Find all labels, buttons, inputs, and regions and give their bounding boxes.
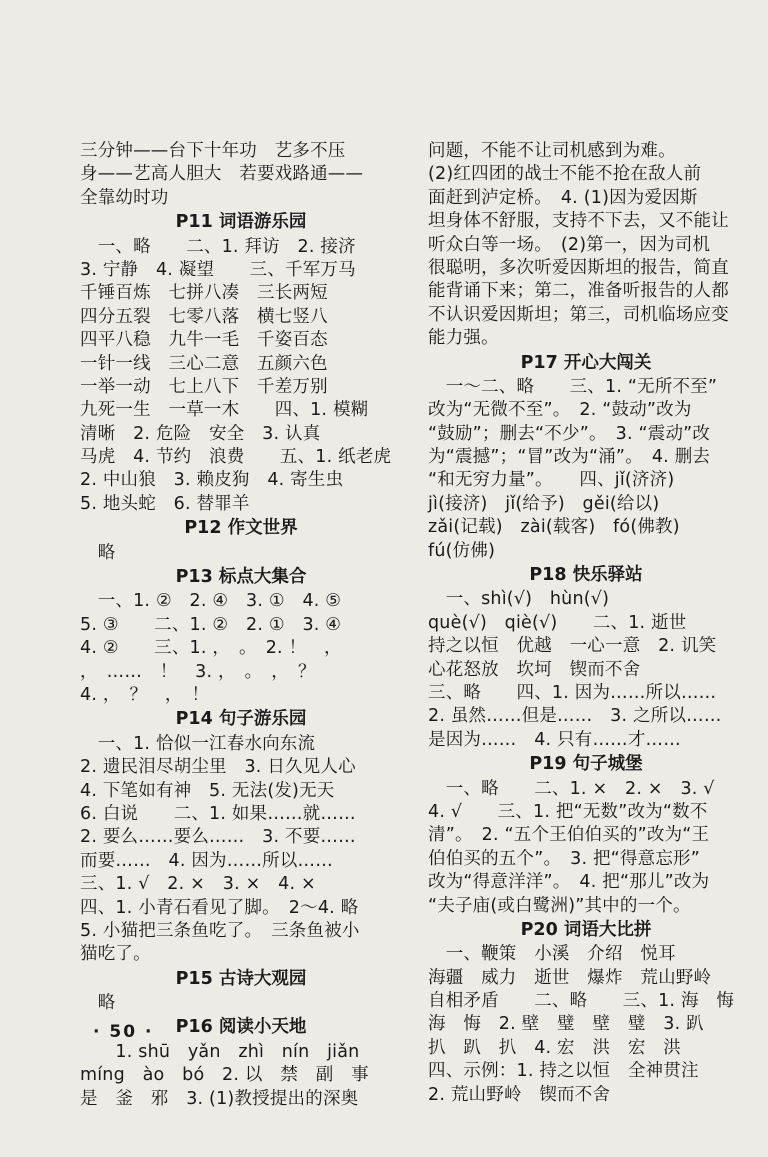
text-line: 身——艺高人胆大 若要戏路通——	[80, 164, 364, 185]
section-heading: P15 古诗大观园	[175, 968, 307, 989]
text-line: 一针一线 三心二意 五颜六色	[80, 353, 328, 374]
text-line: 一、略 二、1. × 2. × 3. √	[428, 778, 715, 799]
text-line: jì(接济) jǐ(给予) gěi(给以)	[428, 493, 660, 514]
text-line: ， …… ！ 3. ， 。 ， ？	[80, 661, 316, 682]
text-line: 海 悔 2. 壁 璧 壁 璧 3. 趴	[428, 1014, 704, 1035]
text-line: 猫吃了。	[80, 944, 151, 965]
text-line: 坦身体不舒服，支持不下去，又不能让	[428, 211, 729, 232]
text-line: 四、示例：1. 持之以恒 全神贯注	[428, 1061, 699, 1082]
text-line: 4. √ 三、1. 把“无数”改为“数不	[428, 801, 708, 822]
text-line: 5. 小猫把三条鱼吃了。 三条鱼被小	[80, 920, 360, 941]
text-line: “和无穷力量”。 四、jǐ(济济)	[428, 470, 675, 491]
text-line: 2. 虽然……但是…… 3. 之所以……	[428, 706, 722, 727]
text-line: 全靠幼时功	[80, 187, 169, 208]
text-line: 2. 要么……要么…… 3. 不要……	[80, 827, 356, 848]
text-line: 一、1. 恰似一江春水向东流	[80, 733, 316, 754]
text-line: 四平八稳 九牛一毛 千姿百态	[80, 330, 328, 351]
text-line: 4. 下笔如有神 5. 无法(发)无天	[80, 780, 335, 801]
text-line: 能力强。	[428, 328, 499, 349]
text-line: 略	[80, 993, 116, 1014]
text-line: 自相矛盾 二、略 三、1. 海 悔	[428, 991, 735, 1012]
text-line: 4. ， ？ ， ！	[80, 684, 210, 705]
section-heading: P19 句子城堡	[529, 754, 643, 775]
text-line: 一举一动 七上八下 千差万别	[80, 376, 328, 397]
text-line: 1. shū yǎn zhì nín jiǎn	[80, 1041, 360, 1062]
text-line: 4. ② 三、1. ， 。 2. ！ ，	[80, 638, 342, 659]
text-line: 一、略 二、1. 拜访 2. 接济	[80, 236, 356, 257]
text-line: 伯伯买的五个”。 3. 把“得意忘形”	[428, 848, 701, 869]
text-line: 三、略 四、1. 因为……所以……	[428, 682, 717, 703]
text-line: 三、1. √ 2. × 3. × 4. ×	[80, 874, 316, 895]
text-line: “夫子庙(或白鹭洲)”其中的一个。	[428, 895, 691, 916]
text-line: 为“震撼”；“冒”改为“涌”。 4. 删去	[428, 447, 711, 468]
text-line: 四、1. 小青石看见了脚。 2～4. 略	[80, 897, 359, 918]
text-line: 一～二、略 三、1. “无所不至”	[428, 376, 718, 397]
text-line: 是 釜 邪 3. (1)教授提出的深奥	[80, 1088, 359, 1109]
section-heading: P18 快乐驿站	[529, 565, 643, 586]
text-line: 清晰 2. 危险 安全 3. 认真	[80, 423, 321, 444]
text-line: 改为“无微不至”。 2. “鼓动”改为	[428, 400, 692, 421]
text-line: (2)红四团的战士不能不抢在敌人前	[428, 164, 702, 185]
text-line: 2. 中山狼 3. 赖皮狗 4. 寄生虫	[80, 470, 344, 491]
text-line: 很聪明，多次听爱因斯坦的报告，简直	[428, 257, 729, 278]
text-line: “鼓励”；删去“不少”。 3. “震动”改	[428, 423, 711, 444]
section-heading: P17 开心大闯关	[520, 352, 652, 373]
section-heading: P13 标点大集合	[175, 567, 307, 588]
text-line: 清”。 2. “五个王伯伯买的”改为“王	[428, 825, 710, 846]
text-line: 2. 荒山野岭 锲而不舍	[428, 1084, 611, 1105]
text-line: 九死一生 一草一木 四、1. 模糊	[80, 400, 369, 421]
text-line: 2. 遗民泪尽胡尘里 3. 日久见人心	[80, 757, 356, 778]
left-column	[80, 140, 402, 1111]
section-heading: P16 阅读小天地	[175, 1017, 307, 1038]
section-heading: P20 词语大比拼	[520, 919, 652, 940]
text-line: 3. 宁静 4. 凝望 三、千军万马	[80, 259, 356, 280]
section-heading: P14 句子游乐园	[175, 709, 307, 730]
text-line: 心花怒放 坎坷 锲而不舍	[428, 659, 641, 680]
text-line: 一、鞭策 小溪 介绍 悦耳	[428, 944, 676, 965]
text-line: què(√) qiè(√) 二、1. 逝世	[428, 612, 687, 633]
text-line: 面赶到泸定桥。 4. (1)因为爱因斯	[428, 187, 698, 208]
text-line: 改为“得意洋洋”。 4. 把“那儿”改为	[428, 872, 710, 893]
text-line: 马虎 4. 节约 浪费 五、1. 纸老虎	[80, 447, 392, 468]
text-line: míng ào bó 2. 以 禁 副 事	[80, 1065, 369, 1086]
text-line: 一、1. ② 2. ④ 3. ① 4. ⑤	[80, 591, 342, 612]
text-line: 三分钟——台下十年功 艺多不压	[80, 141, 346, 161]
page-number: · 50 ·	[93, 1022, 154, 1042]
text-line: 而要…… 4. 因为……所以……	[80, 850, 333, 871]
text-line: 问题，不能不让司机感到为难。	[428, 141, 676, 161]
text-line: 是因为…… 4. 只有……才……	[428, 729, 681, 750]
section-heading: P11 词语游乐园	[175, 212, 307, 233]
text-line: 5. 地头蛇 6. 替罪羊	[80, 493, 250, 514]
section-heading: P12 作文世界	[184, 518, 298, 539]
text-line: 一、shì(√) hùn(√)	[428, 589, 610, 610]
text-line: 千锤百炼 七拼八凑 三长两短	[80, 283, 328, 304]
text-line: 扒 趴 扒 4. 宏 洪 宏 洪	[428, 1037, 681, 1058]
text-line: zǎi(记载) zài(载客) fó(佛教)	[428, 517, 680, 538]
text-line: 持之以恒 优越 一心一意 2. 讥笑	[428, 636, 717, 657]
text-line: 四分五裂 七零八落 横七竖八	[80, 306, 328, 327]
right-column	[428, 140, 744, 1107]
text-line: 海疆 威力 逝世 爆炸 荒山野岭	[428, 967, 712, 988]
text-line: fú(仿佛)	[428, 540, 496, 561]
text-line: 听众白等一场。 (2)第一，因为司机	[428, 234, 711, 255]
text-line: 5. ③ 二、1. ② 2. ① 3. ④	[80, 614, 342, 635]
text-line: 略	[80, 542, 116, 563]
text-line: 6. 白说 二、1. 如果……就……	[80, 803, 356, 824]
text-line: 不认识爱因斯坦；第三，司机临场应变	[428, 304, 729, 325]
text-line: 能背诵下来；第二，准备听报告的人都	[428, 281, 729, 302]
